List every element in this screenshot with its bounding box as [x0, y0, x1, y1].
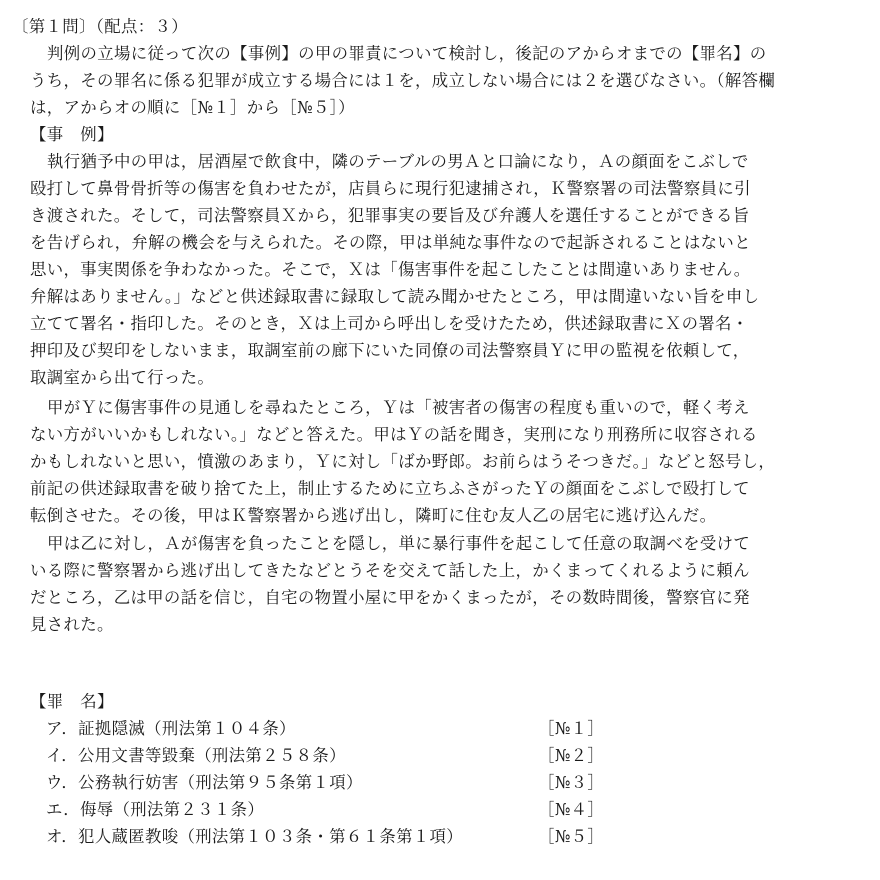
answer-slot: ［№２］	[538, 746, 605, 765]
case-p2-line-5: 転倒させた。その後，甲はＫ警察署から逃げ出し，隣町に住む友人乙の居宅に逃げ込んだ。	[30, 506, 717, 525]
crime-label: イ．公用文書等毀棄（刑法第２５８条）	[46, 746, 346, 765]
question-title: 〔第１問〕（配点：３）	[12, 17, 188, 36]
case-p2-line-4: 前記の供述録取書を破り捨てた上，制止するために立ちふさがったＹの顔面をこぶしで殴打して	[30, 479, 750, 498]
crimes-heading: 【罪 名】	[30, 692, 114, 711]
case-p1-line-8: 押印及び契印をしないまま，取調室前の廊下にいた同僚の司法警察員Ｙに甲の監視を依頼して，	[30, 341, 750, 360]
case-p3-line-2: いる際に警察署から逃げ出してきたなどとうそを交えて話した上，かくまってくれるように頼ん	[30, 561, 750, 580]
answer-slot: ［№１］	[538, 719, 605, 738]
case-heading: 【事 例】	[30, 125, 114, 144]
instructions-line-3: は，アからオの順に［№１］から［№５］）	[30, 98, 355, 117]
answer-slot: ［№５］	[538, 827, 605, 846]
case-p2-line-2: ない方がいいかもしれない。」などと答えた。甲はＹの話を聞き，実刑になり刑務所に収容される	[30, 425, 758, 444]
answer-slot: ［№３］	[538, 773, 605, 792]
case-p1-line-6: 弁解はありません。」などと供述録取書に録取して読み聞かせたところ，甲は間違いない旨を申し	[30, 287, 760, 306]
case-p1-line-4: を告げられ，弁解の機会を与えられた。その際，甲は単純な事件なので起訴されることはないと	[30, 233, 751, 252]
crime-label: ア．証拠隠滅（刑法第１０４条）	[46, 719, 296, 738]
case-p1-line-5: 思い，事実関係を争わなかった。そこで，Ｘは「傷害事件を起こしたことは間違いありません。	[30, 260, 751, 279]
instructions-line-2: うち，その罪名に係る犯罪が成立する場合には１を，成立しない場合には２を選びなさい。（解答欄	[30, 71, 776, 90]
crime-label: ウ．公務執行妨害（刑法第９５条第１項）	[46, 773, 363, 792]
instructions-line-1: 判例の立場に従って次の【事例】の甲の罪責について検討し，後記のアからオまでの【罪名】の	[47, 44, 767, 63]
crime-label: エ．侮辱（刑法第２３１条）	[46, 800, 265, 819]
case-p3-line-1: 甲は乙に対し，Ａが傷害を負ったことを隠し，単に暴行事件を起こして任意の取調べを受けて	[47, 534, 751, 553]
case-p3-line-4: 見された。	[30, 615, 114, 634]
case-p1-line-7: 立てて署名・指印した。そのとき，Ｘは上司から呼出しを受けたため，供述録取書にＸの署名・	[30, 314, 749, 333]
case-p3-line-3: だところ，乙は甲の話を信じ，自宅の物置小屋に甲をかくまったが，その数時間後，警察官に発	[30, 588, 750, 607]
case-p1-line-1: 執行猶予中の甲は，居酒屋で飲食中，隣のテーブルの男Ａと口論になり，Ａの顔面をこぶしで	[47, 152, 749, 171]
answer-slot: ［№４］	[538, 800, 605, 819]
case-p1-line-9: 取調室から出て行った。	[30, 368, 215, 387]
crime-label: オ．犯人蔵匿教唆（刑法第１０３条・第６１条第１項）	[46, 827, 464, 846]
case-p1-line-2: 殴打して鼻骨骨折等の傷害を負わせたが，店員らに現行犯逮捕され，Ｋ警察署の司法警察員に引	[30, 179, 751, 198]
case-p2-line-3: かもしれないと思い，憤激のあまり，Ｙに対し「ばか野郎。お前らはうそつきだ。」などと怒号し，	[30, 452, 776, 471]
case-p1-line-3: き渡された。そして，司法警察員Ｘから，犯罪事実の要旨及び弁護人を選任することができる旨	[30, 206, 750, 225]
case-p2-line-1: 甲がＹに傷害事件の見通しを尋ねたところ，Ｙは「被害者の傷害の程度も重いので，軽く考え	[47, 398, 750, 417]
